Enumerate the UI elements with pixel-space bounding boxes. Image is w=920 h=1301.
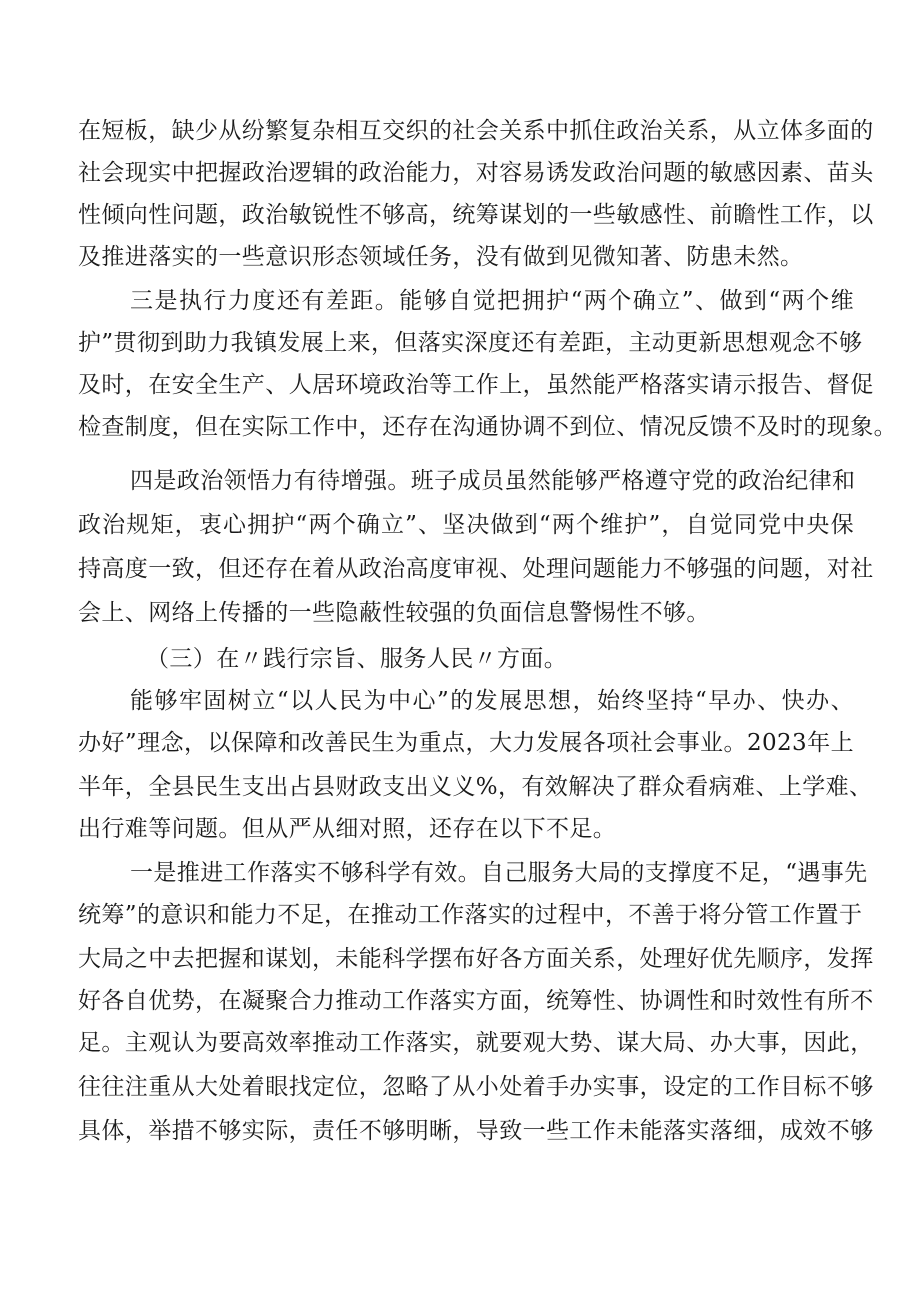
text-line: 足。主观认为要高效率推动工作落实，就要观大势、谋大局、办大事，因此， [78,1030,874,1056]
text-line: 出行难等问题。但从严从细对照，还存在以下不足。 [78,816,617,842]
text-line: 好各自优势，在凝聚合力推动工作落实方面，统筹性、协调性和时效性有所不 [78,988,874,1014]
text-line: 社会现实中把握政治逻辑的政治能力，对容易诱发政治问题的敏感因素、苗头 [78,160,874,186]
paragraph-start-line: 一是推进工作落实不够科学有效。自己服务大局的支撑度不足，“遇事先 [130,860,868,886]
text-line: 大局之中去把握和谋划，未能科学摆布好各方面关系，处理好优先顺序，发挥 [78,946,874,972]
text-line: 及时，在安全生产、人居环境政治等工作上，虽然能严格落实请示报告、督促 [78,372,874,398]
text-line: 检查制度，但在实际工作中，还存在沟通协调不到位、情况反馈不及时的现象。 [78,414,897,440]
paragraph-start-line: 能够牢固树立“以人民为中心”的发展思想，始终坚持“早办、快办、 [130,688,854,714]
text-line: 办好”理念，以保障和改善民生为重点，大力发展各项社会事业。2023年上 [78,730,854,756]
text-line: 具体，举措不够实际，责任不够明晰，导致一些工作未能落实落细，成效不够 [78,1118,874,1144]
text-line: 及推进落实的一些意识形态领域任务，没有做到见微知著、防患未然。 [78,244,804,270]
text-line: 护”贯彻到助力我镇发展上来，但落实深度还有差距，主动更新思想观念不够 [78,330,863,356]
text-line: 在短板，缺少从纷繁复杂相互交织的社会关系中抓住政治关系，从立体多面的 [78,118,874,144]
text-line: 性倾向性问题，政治敏锐性不够高，统筹谋划的一些敏感性、前瞻性工作，以 [78,202,874,228]
text-line: 政治规矩，衷心拥护“两个确立”、坚决做到“两个维护”，自觉同党中央保 [78,512,854,538]
paragraph-start-line: 四是政治领悟力有待增强。班子成员虽然能够严格遵守党的政治纪律和 [130,468,856,494]
text-line: 半年，全县民生支出占县财政支出义义%，有效解决了群众看病难、上学难、 [78,774,873,800]
text-line: 会上、网络上传播的一些隐蔽性较强的负面信息警惕性不够。 [78,600,710,626]
text-line: 往往注重从大处着眼找定位，忽略了从小处着手办实事，设定的工作目标不够 [78,1074,874,1100]
section-heading: （三）在〃践行宗旨、服务人民〃方面。 [146,646,568,672]
text-line: 持高度一致，但还存在着从政治高度审视、处理问题能力不够强的问题，对社 [78,556,874,582]
paragraph-start-line: 三是执行力度还有差距。能够自觉把拥护“两个确立”、做到“两个维 [130,288,854,314]
text-line: 统筹”的意识和能力不足，在推动工作落实的过程中，不善于将分管工作置于 [78,902,863,928]
